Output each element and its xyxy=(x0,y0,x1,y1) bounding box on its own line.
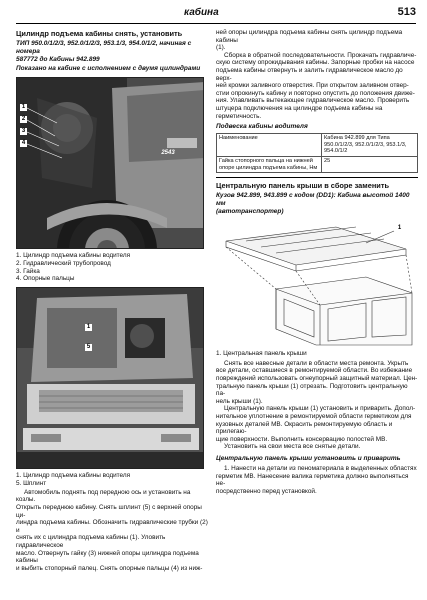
text-line: (1). xyxy=(216,44,226,52)
table-row xyxy=(217,134,418,157)
legend-item: 1. Цилиндр подъема кабины водителя xyxy=(16,252,131,259)
text-line: щие поверхности. Выполнить консервацию полостей MB. xyxy=(216,435,388,443)
text-line: подъема кабины отвернуть и залить гидравлическое масло до верх- xyxy=(216,66,403,82)
text-line: стии опрокинуть кабину и повторно опустить до положения движе- xyxy=(216,89,415,97)
text-line: и выбить стопорный палец. Снять опорные пальцы (4) из ниж- xyxy=(16,564,203,572)
table-title: Подвеска кабины водителя xyxy=(216,123,308,131)
text-line: ней кромки заливного отверстия. При открытом заливном отвер- xyxy=(216,82,409,90)
legend-photo1 xyxy=(16,252,210,283)
text-line: снять их с цилиндра подъема кабины (1). Уловить гидравлическое xyxy=(16,534,166,549)
page-number: 513 xyxy=(397,6,416,18)
callout-4: 4 xyxy=(21,140,26,146)
text-line: Автомобиль поднять под передною ось и установить на козлы. xyxy=(16,488,191,504)
body-type-line-2: (автотранспортер) xyxy=(216,208,284,216)
legend-item: 2. Гидравлический трубопровод xyxy=(16,259,111,267)
text-line: масло. Отвернуть гайку (3) нижней опоры цилиндра подъема кабины xyxy=(16,549,199,565)
cell-line: 950.0/1/2/3, 952.0/1/2/3, 953.1/3, xyxy=(324,141,407,148)
cell-line: Кабина 942.899 для Типа xyxy=(324,135,390,142)
cell-line: опоре цилиндра подъема кабины, Нм xyxy=(219,164,318,171)
cell-line: 954.0/1/2 xyxy=(324,148,348,155)
callout-1: 1 xyxy=(397,225,402,232)
text-line: Сборка в обратной последовательности. Прокачать гидравличе- xyxy=(224,51,417,59)
photo-cab-front-image xyxy=(17,288,204,469)
photo-cab-side xyxy=(16,77,204,249)
text-line: посредственно перед установкой. xyxy=(216,487,317,495)
text-line: герметик MB. Нанесение валика герметика должно выполняться не- xyxy=(216,472,409,488)
spec-table xyxy=(216,133,418,173)
callout-1: 1 xyxy=(86,324,91,331)
photo-cab-front xyxy=(16,287,204,469)
page-header xyxy=(16,6,416,24)
roof-panel-drawing xyxy=(216,219,418,349)
table-cell xyxy=(322,134,418,157)
legend-item: 1. Цилиндр подъема кабины водителя xyxy=(16,472,131,480)
legend-item: 4. Опорные пальцы xyxy=(16,275,75,283)
table-cell: Наименование xyxy=(217,134,322,157)
procedure-text-weld xyxy=(216,465,418,495)
legend-photo2 xyxy=(16,472,210,488)
text-line: ней опоры цилиндра подъема кабины снять цилиндр подъема кабины xyxy=(216,29,403,44)
text-line: 1. Нанести на детали из пеноматериала в выделенных областях xyxy=(224,465,417,473)
legend-item: 5. Шплинт xyxy=(16,479,47,487)
procedure-text-left xyxy=(16,489,210,573)
legend-diagram xyxy=(216,350,418,358)
left-column xyxy=(16,29,210,572)
callout-5: 5 xyxy=(86,344,91,351)
body-type-line-1: Кузов 942.899, 943.899 с кодом (DD1): Кабина высотой 1400 мм xyxy=(216,192,410,208)
callout-2: 2 xyxy=(21,116,26,122)
text-line: скую систему опрокидывания кабины. Запорные пробки на насосе xyxy=(216,59,415,67)
procedure-text-roof xyxy=(216,360,418,451)
section-title-cylinder: Цилиндр подъема кабины снять, установить xyxy=(16,29,183,38)
table-cell: 25 xyxy=(322,156,418,172)
text-line: Открыть переднюю кабину. Снять шплинт (5) с верхней опоры ци- xyxy=(16,503,202,519)
text-line: ния. Улавливать вытекающее гидравлическое масло. Проверить xyxy=(216,97,410,105)
callout-1: 1 xyxy=(21,104,26,110)
section-divider xyxy=(216,177,418,178)
roof-panel-diagram xyxy=(216,219,418,349)
text-line: нель крыши (1). xyxy=(216,397,263,405)
cab-number-label: 2543 xyxy=(161,150,175,156)
photo-cab-side-image xyxy=(17,78,204,249)
table-row xyxy=(217,156,418,172)
section-name: кабина xyxy=(184,7,219,18)
text-line: нительное уплотнение в ремонтируемой области герметиком для xyxy=(216,413,412,421)
text-line: повреждений использовать огнеупорный защитный материал. Цен- xyxy=(216,375,418,383)
text-line: линдра подъема кабины. Обозначить гидравлические трубки (2) и xyxy=(16,519,208,534)
text-line: штуцера подключения на цилиндре подъема кабины на xyxy=(216,104,383,112)
shown-note: Показано на кабине с исполнением с двумя цилиндрами xyxy=(16,65,201,72)
section-title-roof: Центральную панель крыши в сборе заменить xyxy=(216,181,390,191)
legend-item: 1. Центральная панель крыши xyxy=(216,350,307,358)
section-title-weld: Центральную панель крыши установить и приварить xyxy=(216,455,401,463)
cell-line: Гайка стопорного пальца на нижней xyxy=(219,157,313,164)
text-line: все детали, оставшиеся в ремонтируемой области. Во избежание xyxy=(216,367,413,375)
text-line: Центральную панель крыши (1) установить и приварить. Допол- xyxy=(224,405,416,413)
text-line: Установить на свои места все снятые детали. xyxy=(224,443,361,451)
text-line: кузовных деталей MB. Окрасить ремонтируемую область и прилегаю- xyxy=(216,420,393,436)
text-line: Снять все навесные детали в области места ремонта. Укрыть xyxy=(224,359,409,367)
right-column xyxy=(216,29,418,495)
text-line: герметичность. xyxy=(216,112,262,120)
legend-item: 3. Гайка xyxy=(16,267,40,275)
callout-3: 3 xyxy=(21,128,26,134)
table-cell xyxy=(217,156,322,172)
procedure-text-right xyxy=(216,29,418,120)
type-line-1: ТИП 950.0/1/2/3, 952.0/1/2/3, 953.1/3, 954.0/1/2, начиная с номера xyxy=(16,40,192,55)
text-line: тральную панель крыши (1) отрезать. Подготовить центральную па- xyxy=(216,382,408,398)
type-line-2: 587772 до Кабины 942.899 xyxy=(16,56,100,63)
